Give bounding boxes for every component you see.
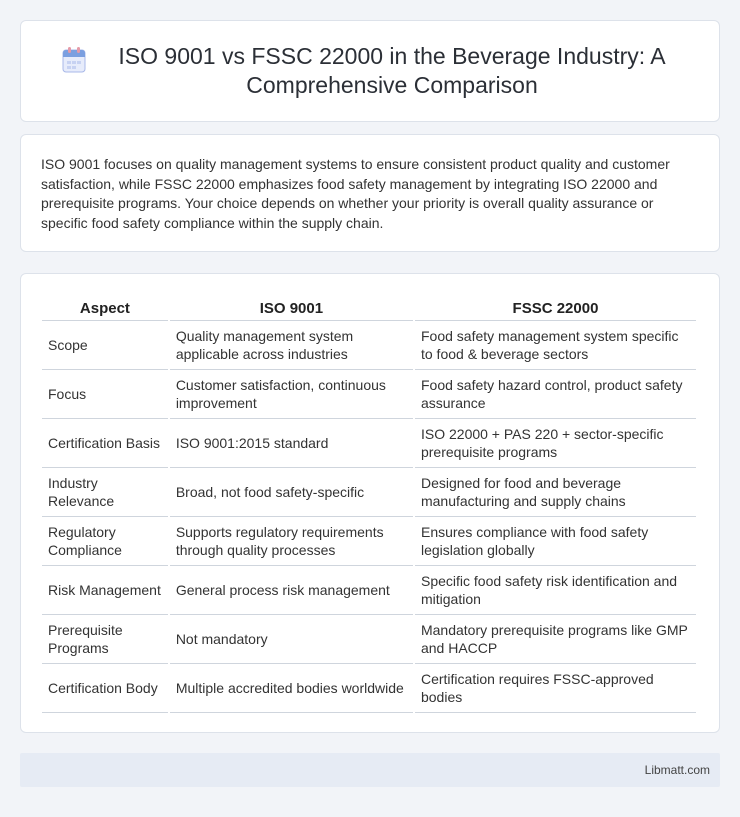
footer-brand-link[interactable]: Libmatt.com — [644, 763, 710, 777]
header-iso-9001: ISO 9001 — [170, 294, 413, 321]
table-row — [42, 566, 696, 615]
table-row — [42, 370, 696, 419]
calendar-icon — [61, 46, 87, 74]
iso-9001-cell: Broad, not food safety-specific — [170, 468, 413, 517]
summary-text: ISO 9001 focuses on quality management systems to ensure consistent product quality and customer satisfaction, while FSSC 22000 emphasizes food safety management by integrating ISO 22000 and prerequisite programs. Your choice depends on whether your priority is overall quality assurance or specific food safety compliance within the supply chain. — [41, 156, 670, 231]
fssc-22000-cell: ISO 22000 + PAS 220 + sector-specific prerequisite programs — [415, 419, 696, 468]
table-row — [42, 615, 696, 664]
table-header-row — [42, 294, 696, 321]
aspect-cell: Industry Relevance — [42, 468, 168, 517]
aspect-cell: Regulatory Compliance — [42, 517, 168, 566]
iso-9001-cell: Quality management system applicable across industries — [170, 321, 413, 370]
title-card — [20, 20, 720, 122]
fssc-22000-cell: Certification requires FSSC-approved bodies — [415, 664, 696, 713]
fssc-22000-cell: Specific food safety risk identification and mitigation — [415, 566, 696, 615]
table-row — [42, 321, 696, 370]
title-wrap — [61, 42, 679, 100]
table-row — [42, 517, 696, 566]
iso-9001-cell: Customer satisfaction, continuous improvement — [170, 370, 413, 419]
fssc-22000-cell: Designed for food and beverage manufacturing and supply chains — [415, 468, 696, 517]
summary-card — [20, 134, 720, 252]
header-fssc-22000: FSSC 22000 — [415, 294, 696, 321]
fssc-22000-cell: Food safety management system specific to food & beverage sectors — [415, 321, 696, 370]
aspect-cell: Scope — [42, 321, 168, 370]
fssc-22000-cell: Mandatory prerequisite programs like GMP and HACCP — [415, 615, 696, 664]
fssc-22000-cell: Food safety hazard control, product safety assurance — [415, 370, 696, 419]
iso-9001-cell: ISO 9001:2015 standard — [170, 419, 413, 468]
aspect-cell: Certification Basis — [42, 419, 168, 468]
iso-9001-cell: Multiple accredited bodies worldwide — [170, 664, 413, 713]
comparison-card — [20, 273, 720, 733]
table-row — [42, 419, 696, 468]
aspect-cell: Risk Management — [42, 566, 168, 615]
footer — [20, 753, 720, 787]
aspect-cell: Certification Body — [42, 664, 168, 713]
iso-9001-cell: Not mandatory — [170, 615, 413, 664]
fssc-22000-cell: Ensures compliance with food safety legislation globally — [415, 517, 696, 566]
table-row — [42, 468, 696, 517]
table-row — [42, 664, 696, 713]
iso-9001-cell: General process risk management — [170, 566, 413, 615]
iso-9001-cell: Supports regulatory requirements through quality processes — [170, 517, 413, 566]
page-title: ISO 9001 vs FSSC 22000 in the Beverage Industry: A Comprehensive Comparison — [118, 43, 666, 98]
aspect-cell: Prerequisite Programs — [42, 615, 168, 664]
comparison-table — [40, 294, 698, 713]
aspect-cell: Focus — [42, 370, 168, 419]
header-aspect: Aspect — [42, 294, 168, 321]
